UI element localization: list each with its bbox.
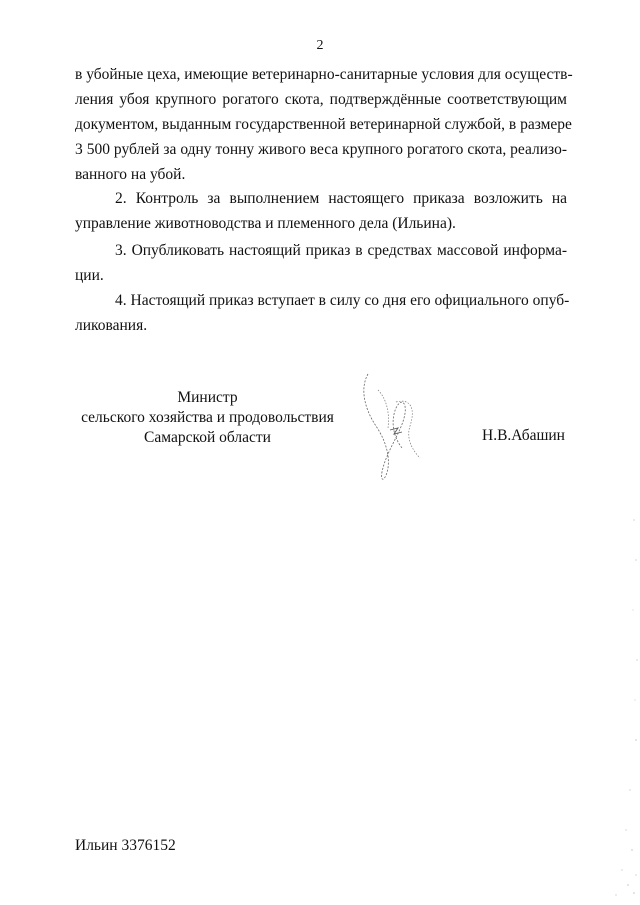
paragraph-line: ванного на убой. [75,166,186,183]
paragraph-2 [75,186,567,236]
paragraph-1 [75,62,573,187]
page-number: 2 [316,38,324,53]
paragraph-line: ции. [75,267,104,284]
paragraph-3 [75,238,567,288]
paragraph-line: 4. Настоящий приказ вступает в силу со дня его официального опуб- [115,292,570,309]
scan-edge-noise [600,0,640,905]
paragraph-line: 2. Контроль за выполнением настоящего приказа возложить на [115,190,567,207]
executor-footer: Ильин 3376152 [75,837,176,854]
signatory-name: Н.В.Абашин [482,427,565,444]
signatory-title-line: сельского хозяйства и продовольствия [81,409,334,426]
paragraph-line: документом, выданным государственной ветеринарной службой, в размере [75,116,572,133]
signatory-title-line: Министр [177,389,238,406]
paragraph-line: 3. Опубликовать настоящий приказ в средствах массовой информа- [115,242,567,259]
handwritten-signature [350,368,430,488]
paragraph-line: 3 500 рублей за одну тонну живого веса крупного рогатого скота, реализо- [75,141,567,158]
paragraph-line: ления убоя крупного рогатого скота, подтверждённые соответствующим [75,91,567,108]
signatory-title [75,388,340,448]
paragraph-line: управление животноводства и племенного дела (Ильина). [75,215,456,232]
paragraph-line: ликования. [75,317,148,334]
signatory-title-line: Самарской области [144,429,271,446]
paragraph-4 [75,288,570,338]
paragraph-line: в убойные цеха, имеющие ветеринарно-санитарные условия для осуществ- [75,66,573,83]
